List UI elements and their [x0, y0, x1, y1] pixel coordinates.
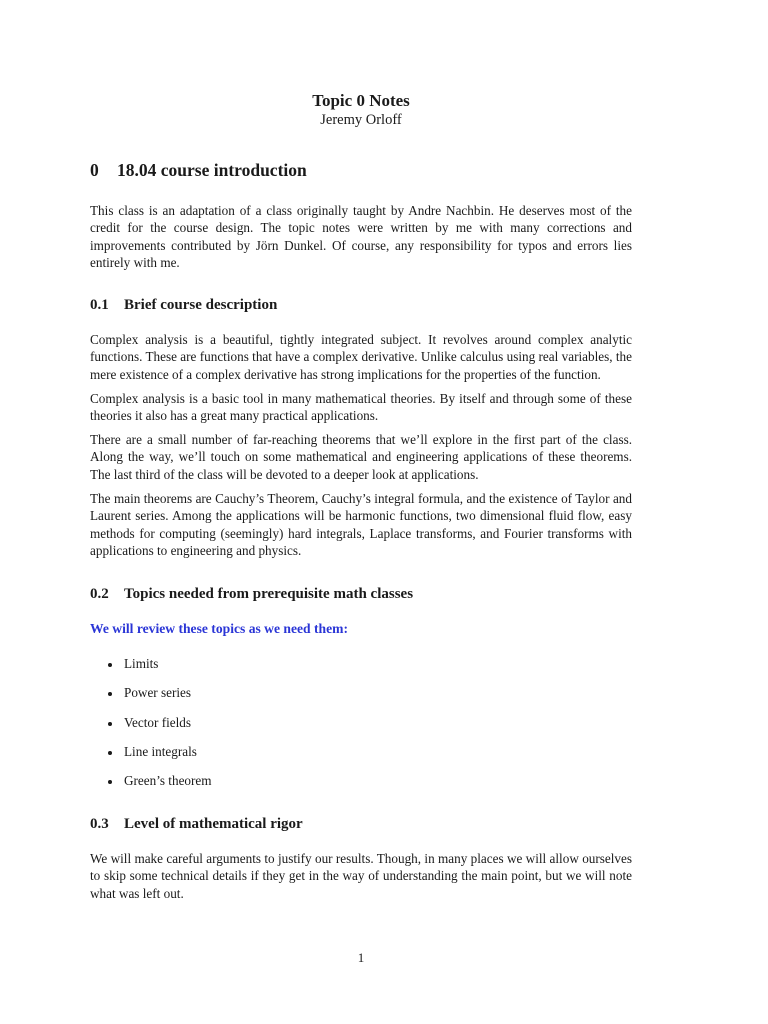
bullet-icon — [108, 722, 112, 726]
section-title: Topics needed from prerequisite math classes — [124, 586, 414, 602]
bullet-icon — [108, 751, 112, 755]
section-number: 0.1 — [90, 297, 109, 313]
paragraph-complex-analysis: Complex analysis is a beautiful, tightly integrated subject. It revolves around complex analytic functions. These are functions that have a complex derivative. Unlike calculus using real variables, the mere existence of a complex derivative has strong implications for the properties of the function. — [90, 332, 632, 382]
list-item-label: Vector fields — [124, 715, 192, 730]
section-number: 0.2 — [90, 586, 109, 602]
section-number: 0.3 — [90, 816, 109, 832]
bullet-icon — [108, 692, 112, 696]
intro-paragraph: This class is an adaptation of a class originally taught by Andre Nachbin. He deserves most of the credit for the course design. The topic notes were written by me with many corrections and improvements contributed by Jörn Dunkel. Of course, any responsibility for typos and errors lies entirely with me. — [90, 203, 632, 271]
list-item-label: Limits — [124, 656, 159, 671]
section-heading-0-1 — [90, 297, 277, 314]
section-heading-0-3 — [90, 816, 303, 833]
document-author: Jeremy Orloff — [320, 112, 402, 128]
section-number: 0 — [90, 160, 99, 180]
bullet-icon — [108, 780, 112, 784]
list-item-label: Power series — [124, 685, 192, 700]
paragraph-rigor: We will make careful arguments to justify our results. Though, in many places we will allow ourselves to skip some technical details if they get in the way of understanding the main point, but we will note what was left out. — [90, 851, 632, 901]
bullet-icon — [108, 663, 112, 667]
paragraph-theorems: There are a small number of far-reaching theorems that we’ll explore in the first part of the class. Along the way, we’ll touch on some mathematical and engineering applications of these theorems. The last third of the class will be devoted to a deeper look at applications. — [90, 432, 632, 482]
list-item-label: Green’s theorem — [124, 773, 212, 788]
section-heading-0 — [90, 160, 307, 181]
paragraph-main-theorems: The main theorems are Cauchy’s Theorem, Cauchy’s integral formula, and the existence of Taylor and Laurent series. Among the applications will be harmonic functions, two dimensional fluid flow, easy methods for computing (seemingly) hard integrals, Laplace transforms, and Fourier transforms with applications to engineering and physics. — [90, 491, 632, 559]
page-number: 1 — [357, 950, 365, 965]
list-item-label: Line integrals — [124, 744, 197, 759]
section-title: Level of mathematical rigor — [124, 816, 303, 832]
section-heading-0-2 — [90, 586, 413, 603]
review-note: We will review these topics as we need them: — [90, 621, 348, 636]
paragraph-basic-tool: Complex analysis is a basic tool in many mathematical theories. By itself and through some of these theories it also has a great many practical applications. — [90, 391, 632, 424]
document-title: Topic 0 Notes — [312, 91, 410, 110]
section-title: 18.04 course introduction — [117, 160, 307, 180]
section-title: Brief course description — [124, 297, 278, 313]
